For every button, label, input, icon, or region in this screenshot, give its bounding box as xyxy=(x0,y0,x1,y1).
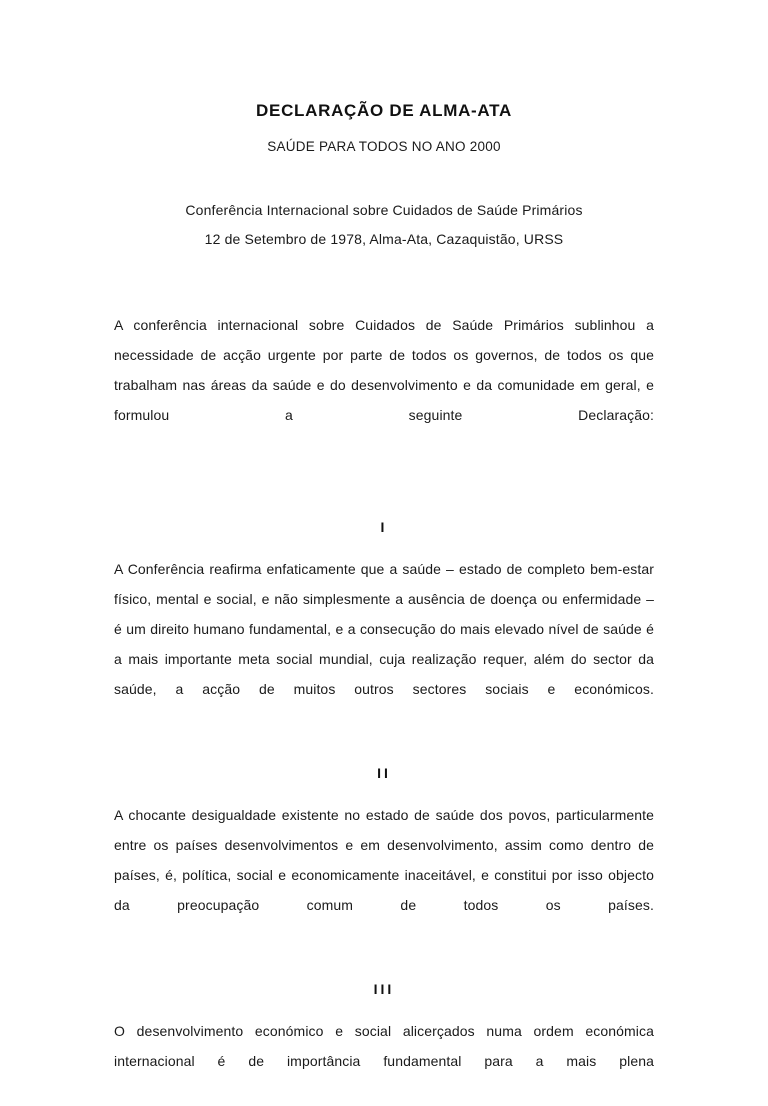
conference-name-line: Conferência Internacional sobre Cuidados de Saúde Primários xyxy=(185,202,583,218)
intro-paragraph: A conferência internacional sobre Cuidados de Saúde Primários sublinhou a necessidade de acção urgente por parte de todos os governos, de todos os que trabalham nas áreas da saúde e do desenvolvimento e da comunidade em geral, e formulou a seguinte Declaração: xyxy=(114,317,654,423)
page-title: DECLARAÇÃO DE ALMA-ATA xyxy=(256,101,512,120)
document-body xyxy=(114,254,654,1106)
section-ii-numeral: II xyxy=(377,765,391,781)
section-iii xyxy=(114,974,654,1106)
page-subtitle: SAÚDE PARA TODOS NO ANO 2000 xyxy=(267,139,501,154)
section-ii xyxy=(114,758,654,950)
paragraph-spacer xyxy=(114,460,654,488)
section-i-text: A Conferência reafirma enfaticamente que a saúde – estado de completo bem-estar físico, mental e social, e não simplesmente a ausência de doença ou enfermidade – é um direito humano fundamental, e a consecução do mais elevado nível de saúde é a mais importante meta social mundial, cuja realização requer, além do sector da saúde, a acção de muitos outros sectores sociais e económicos. xyxy=(114,561,654,697)
section-iii-numeral: III xyxy=(373,981,395,997)
section-i xyxy=(114,512,654,734)
section-i-numeral: I xyxy=(380,519,388,535)
conference-date-place-line: 12 de Setembro de 1978, Alma-Ata, Cazaquistão, URSS xyxy=(204,231,564,247)
section-iii-text: O desenvolvimento económico e social alicerçados numa ordem económica internacional é de importância fundamental para a mais plena xyxy=(114,1023,654,1069)
conference-header xyxy=(114,156,654,254)
section-ii-text: A chocante desigualdade existente no estado de saúde dos povos, particularmente entre os países desenvolvimentos e em desenvolvimento, assim como dentro de países, é, política, social e economicamente inaceitável, e constitui por isso objecto da preocupação comum de todos os países. xyxy=(114,807,654,913)
